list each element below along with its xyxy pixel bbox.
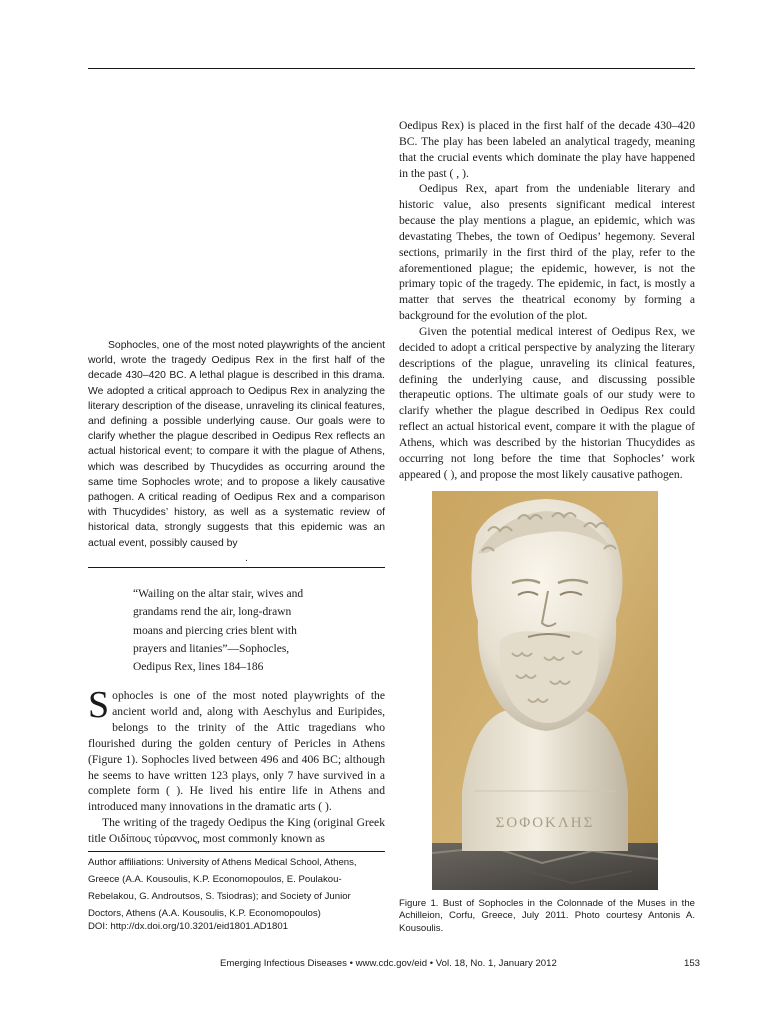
abstract-text: Sophocles, one of the most noted playwrights of the ancient world, wrote the tragedy Oedipus Rex in the first half of the decade 430–420 BC. A lethal plague is described in this drama. We adopted a critical approach to Oedipus Rex in analyzing the literary description of the disease, unraveling its clinical features, and defining a possible underlying cause. Our goals were to clarify whether the plague described in Oedipus Rex reflects an actual historical event; to compare it with the plague of Athens, which was described by Thucydides as occurring around the same time Sophocles wrote; and to propose a likely causative pathogen. A critical reading of Oedipus Rex and a comparison with Thucydides’ history, as well as a systematic review of historical data, strongly suggests that this epidemic was an actual event, possibly caused by . <box>88 338 385 566</box>
doi-link[interactable]: DOI: http://dx.doi.org/10.3201/eid1801.AD1801 <box>88 921 289 932</box>
body-paragraph-2: Oedipus Rex, apart from the undeniable literary and historic value, also presents significant medical interest because the play mentions a plague, an epidemic, which was devastating Thebes, the town of Oedipus’ hegemony. Several sections, primarily in the first third of the play, refer to the aforementioned plague; the epidemic, however, is not the primary topic of the tragedy. The epidemic, in fact, is mostly a matter that serves the theatrical economy by forming a background for the evolution of the plot. <box>399 182 695 323</box>
affiliations-rule <box>88 851 385 852</box>
epigraph-line: grandams rend the air, long-drawn <box>133 606 292 619</box>
intro-paragraph-1: Sophocles is one of the most noted playwrights of the ancient world and, along with Aeschylus and Euripides, belongs to the trinity of the Attic tragedians who flourished during the golden century of Pericles in Athens (Figure 1). Sophocles lived between 496 and 406 BC; although he seems to have written 123 plays, only 7 have survived in a complete form ( ). He lived his entire life in Athens and introduced many innovations in the dramatic arts ( ). <box>88 684 385 814</box>
abstract-rule <box>88 567 385 568</box>
page-footer <box>220 957 700 971</box>
epigraph-line: “Wailing on the altar stair, wives and <box>133 588 304 600</box>
top-rule <box>88 68 695 69</box>
epigraph-line: prayers and litanies”—Sophocles, <box>133 642 290 655</box>
bust-of-sophocles-image <box>432 491 658 890</box>
author-affiliations: Author affiliations: University of Athens Medical School, Athens, Greece (A.A. Kousoulis, K.P. Economopoulos, E. Poulakou-Rebelakou, G. Androutsos, S. Tsiodras); and Society of Junior Doctors, Athens (A.A. Kousoulis, K.P. Economopoulos) <box>88 857 357 919</box>
plinth-inscription: ΣΟΦΟΚΛΗΣ <box>495 815 595 831</box>
epigraph <box>133 585 363 676</box>
figure-caption: Figure 1. Bust of Sophocles in the Colonnade of the Muses in the Achilleion, Corfu, Greece, July 2011. Photo courtesy Antonis A. Kousoulis. <box>399 898 695 934</box>
epigraph-line: Oedipus Rex, lines 184–186 <box>133 661 264 674</box>
right-column-body <box>399 118 695 482</box>
intro-paragraph-2: The writing of the tragedy Oedipus the King (original Greek title Οιδίπους τύραννος, most commonly known as <box>88 816 385 846</box>
intro-body <box>88 684 385 847</box>
epigraph-line: moans and piercing cries blent with <box>133 624 297 637</box>
figure-1-photo <box>432 491 658 890</box>
drop-cap: S <box>88 684 110 726</box>
abstract-tail: . <box>245 552 248 564</box>
body-paragraph-3: Given the potential medical interest of Oedipus Rex, we decided to adopt a critical perspective by analyzing the literary descriptions of the plague, unraveling its clinical features, defining the underlying cause, and discussing possible therapeutic options. The ultimate goals of our study were to clarify whether the plague described in Oedipus Rex could reflect an actual historical event, compare it with the plague of Athens, which was described by the historian Thucydides as occurring not long before the time that Sophocles’ work appeared ( ), and propose the most likely causative pathogen. <box>399 324 695 481</box>
body-paragraph-1: Oedipus Rex) is placed in the first half of the decade 430–420 BC. The play has been labeled an analytical tragedy, meaning that the crucial events which dominate the play have happened in the past ( , ). <box>399 119 695 180</box>
journal-citation: Emerging Infectious Diseases • www.cdc.gov/eid • Vol. 18, No. 1, January 2012 <box>220 958 557 969</box>
page-number: 153 <box>683 958 700 969</box>
